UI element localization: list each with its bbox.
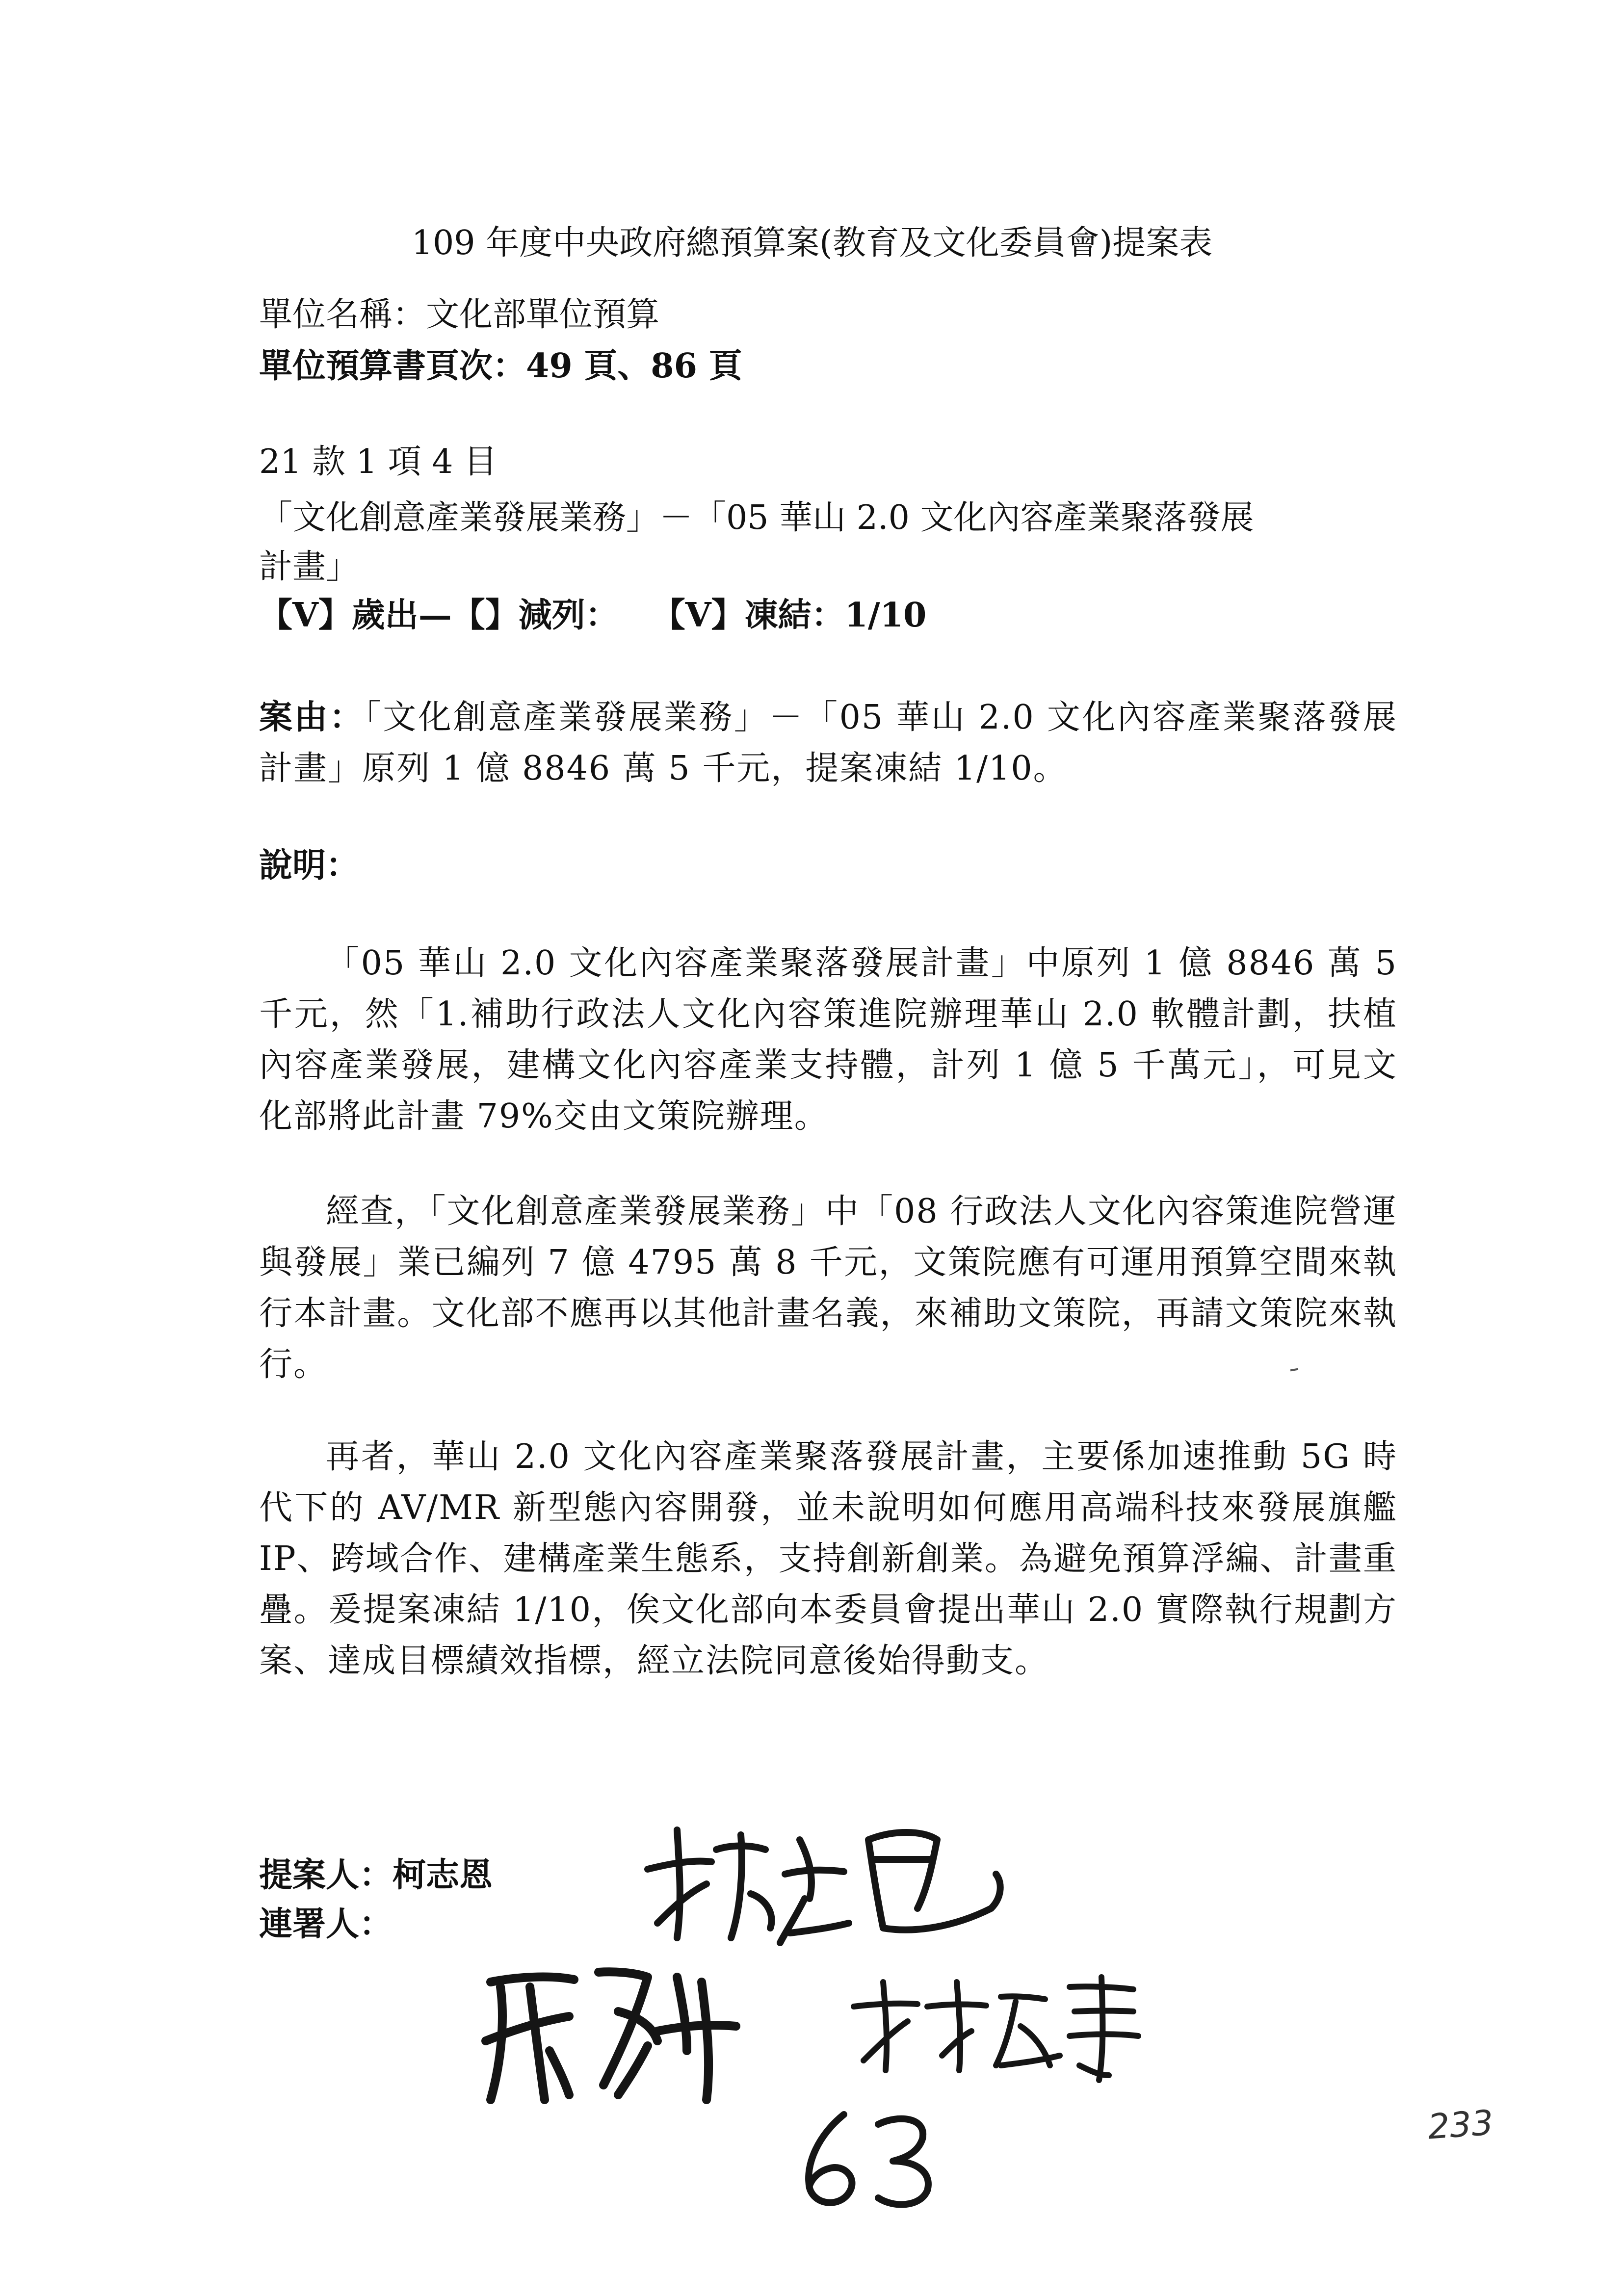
handwritten-number-63 <box>785 2105 952 2213</box>
unit-name: 單位名稱：文化部單位預算 <box>259 295 660 334</box>
reason-text: 「文化創意產業發展業務」－「05 華山 2.0 文化內容產業聚落發展計畫」原列 1 億 8846 萬 5 千元，提案凍結 1/10。 <box>259 698 1397 788</box>
explanation-paragraph-1: 「05 華山 2.0 文化內容產業聚落發展計畫」中原列 1 億 8846 萬 5 千元，然「1.補助行政法人文化內容策進院辦理華山 2.0 軟體計劃，扶植內容產業發展，建構文化內容產業支持體，計列 1 億 5 千萬元」，可見文化部將此計畫 79%交由文策院辦理。 <box>259 944 1397 1136</box>
item-code: 21 款 1 項 4 目 <box>259 443 498 481</box>
page-number: 233 <box>1426 2102 1495 2147</box>
unit-budget-pages: 單位預算書頁次：49 頁、86 頁 <box>259 346 742 386</box>
cosigner-signature-2 <box>844 1967 1148 2085</box>
proposer-signature <box>638 1810 1021 1957</box>
item-name-line-2: 計畫」 <box>259 548 360 586</box>
explanation-paragraph-3: 再者，華山 2.0 文化內容產業聚落發展計畫，主要係加速推動 5G 時代下的 AV/MR 新型態內容開發，並未說明如何應用高端科技來發展旗艦 IP、跨域合作、建構產業生態系，支持創新創業。為避免預算浮編、計畫重疊。爰提案凍結 1/10，俟文化部向本委員會提出華山 2.0 實際執行規劃方案、達成目標績效指標，經立法院同意後始得動支。 <box>259 1437 1397 1680</box>
reason-label: 案由： <box>259 698 365 737</box>
document-title: 109 年度中央政府總預算案(教育及文化委員會)提案表 <box>411 224 1213 262</box>
cosigner-signature-1 <box>471 1953 746 2114</box>
proposer-line: 提案人：柯志恩 <box>259 1855 493 1895</box>
cosigner-line: 連署人： <box>259 1905 393 1944</box>
explanation-paragraph-2: 經查，「文化創意產業發展業務」中「08 行政法人文化內容策進院營運與發展」業已編列 7 億 4795 萬 8 千元，文策院應有可運用預算空間來執行本計畫。文化部不應再以其他計畫名義，來補助文策院，再請文策院來執行。 <box>259 1192 1397 1384</box>
item-name-line-1: 「文化創意產業發展業務」－「05 華山 2.0 文化內容產業聚落發展 <box>259 498 1254 537</box>
explanation-label: 說明： <box>259 846 360 885</box>
checkbox-line: 【V】歲出—【】減列： 【V】凍結：1/10 <box>259 596 927 635</box>
reason-block <box>259 692 1397 794</box>
